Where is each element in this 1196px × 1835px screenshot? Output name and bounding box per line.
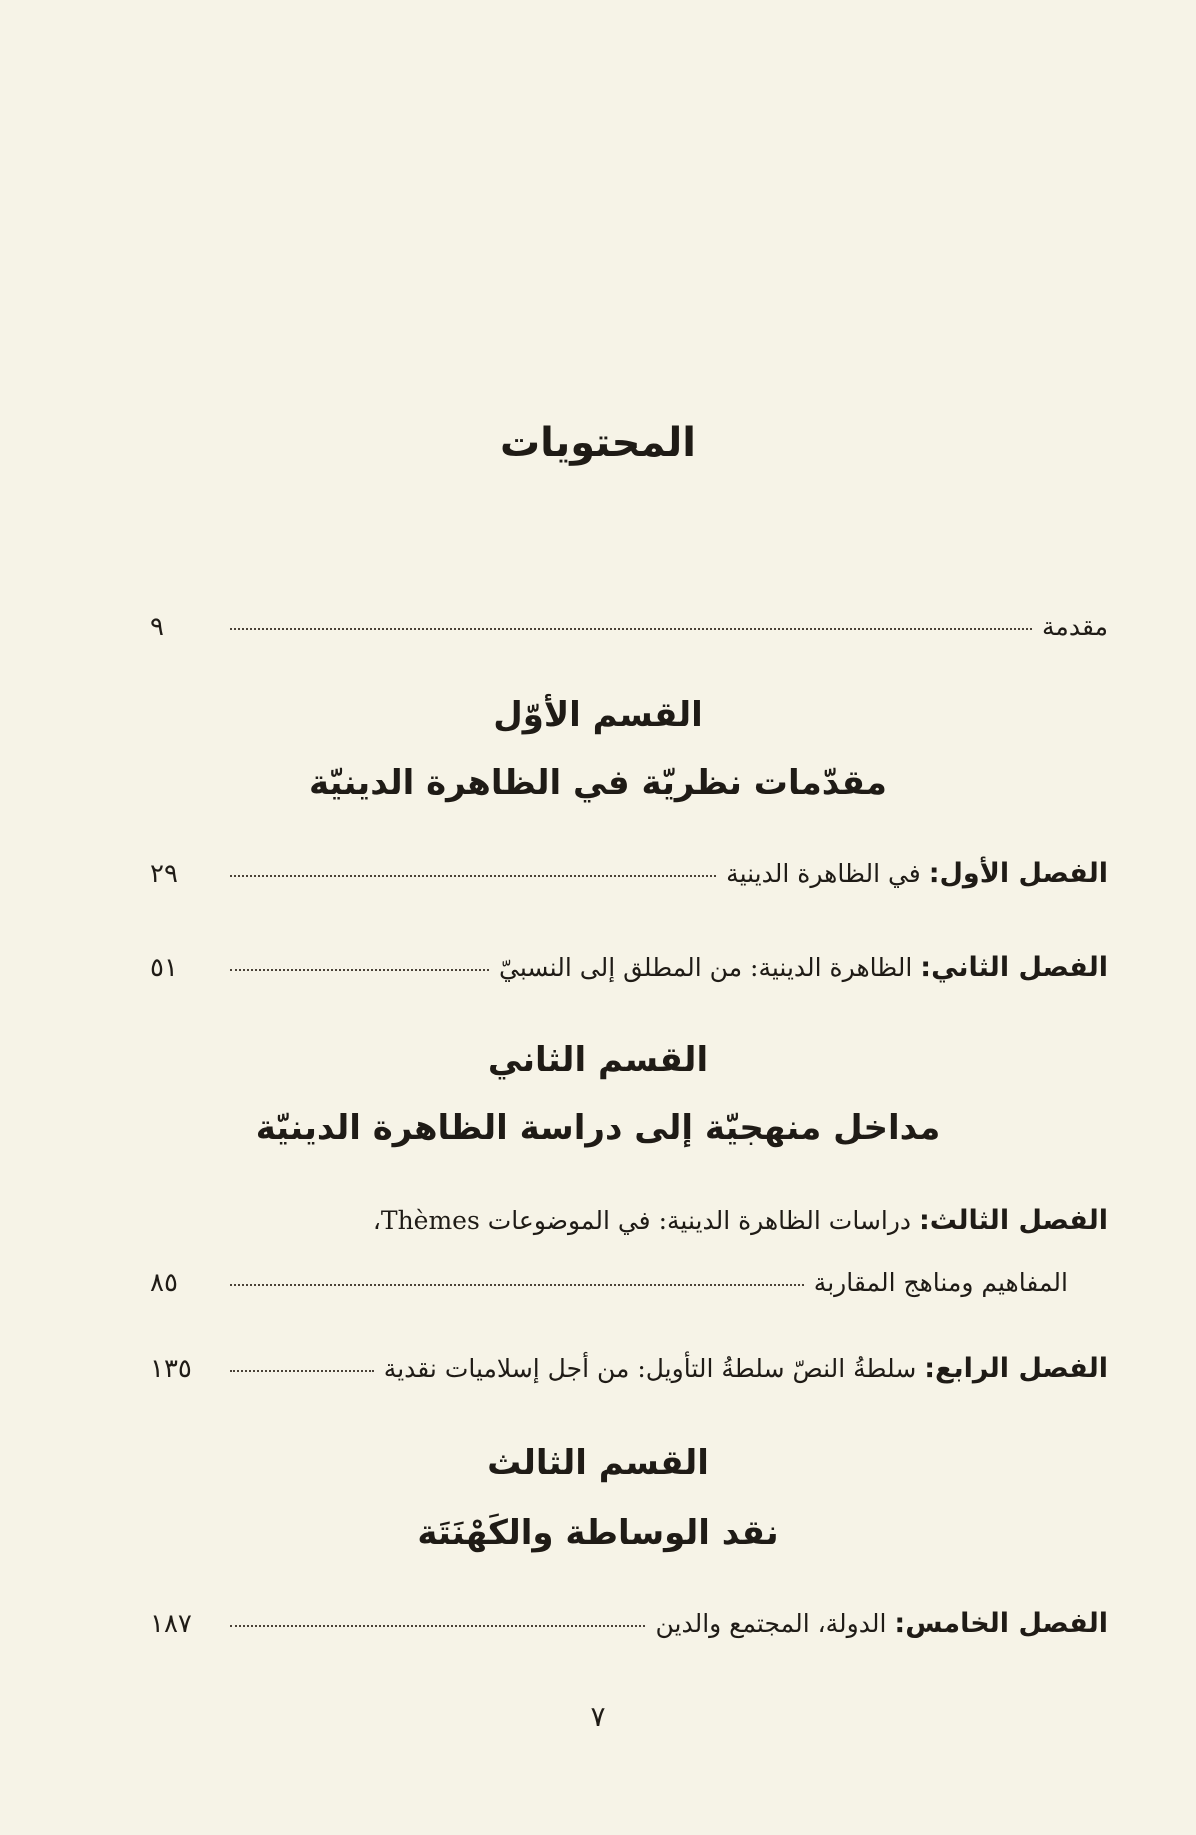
page-number: ٥١ [150,953,178,983]
part-1-title: مقدّمات نظريّة في الظاهرة الدينيّة [309,763,887,803]
chapter-heading: الفصل الثاني: [920,952,1108,983]
page-number: ٩ [150,612,164,642]
entry-label [373,1205,1108,1236]
chapter-heading: الفصل الخامس: [894,1608,1108,1639]
leader-dots [230,628,1032,630]
entry-label [499,952,1108,983]
leader-dots [230,1284,804,1286]
toc-entry-intro[interactable] [150,612,1108,660]
entry-label [726,858,1108,889]
part-2-label: القسم الثاني [487,1040,709,1080]
chapter-text: الظاهرة الدينية: من المطلق إلى النسبيّ [499,953,921,982]
toc-entry-chapter-1[interactable] [150,858,1108,906]
toc-entry-chapter-4[interactable] [150,1353,1108,1401]
toc-entry-chapter-3-continuation[interactable] [150,1268,1068,1316]
page-number: ١٨٧ [150,1609,192,1639]
chapter-text: سلطةُ النصّ سلطةُ التأويل: من أجل إسلاميات نقدية [383,1354,925,1383]
leader-dots [230,875,716,877]
toc-entry-chapter-3[interactable] [150,1205,1108,1253]
page-title: المحتويات [499,420,696,466]
toc-entry-chapter-2[interactable] [150,952,1108,1000]
toc-entry-chapter-5[interactable] [150,1608,1108,1656]
chapter-text: في الظاهرة الدينية [726,859,929,888]
entry-label: مقدمة [1042,612,1108,641]
chapter-heading: الفصل الأول: [928,858,1108,889]
page-number: ١٣٥ [150,1354,192,1384]
part-2-title: مداخل منهجيّة إلى دراسة الظاهرة الدينيّة [255,1108,941,1148]
leader-dots [230,1370,374,1372]
chapter-text: دراسات الظاهرة الدينية: في الموضوعات Thèmes، [372,1206,919,1235]
leader-dots [230,969,489,971]
leader-dots [230,1625,645,1627]
entry-label [384,1353,1108,1384]
chapter-continuation: المفاهيم ومناهج المقاربة [813,1268,1068,1297]
page-number: ٨٥ [150,1268,178,1298]
part-1-label: القسم الأوّل [493,695,703,735]
entry-label [655,1608,1108,1639]
part-3-title: نقد الوساطة والكَهْنَتَة [417,1513,779,1553]
page-number: ٢٩ [150,859,178,889]
part-3-label: القسم الثالث [487,1443,709,1483]
folio-page-number: ٧ [590,1700,606,1733]
chapter-text: الدولة، المجتمع والدين [655,1609,895,1638]
chapter-heading: الفصل الرابع: [924,1353,1108,1384]
chapter-heading: الفصل الثالث: [919,1205,1108,1236]
